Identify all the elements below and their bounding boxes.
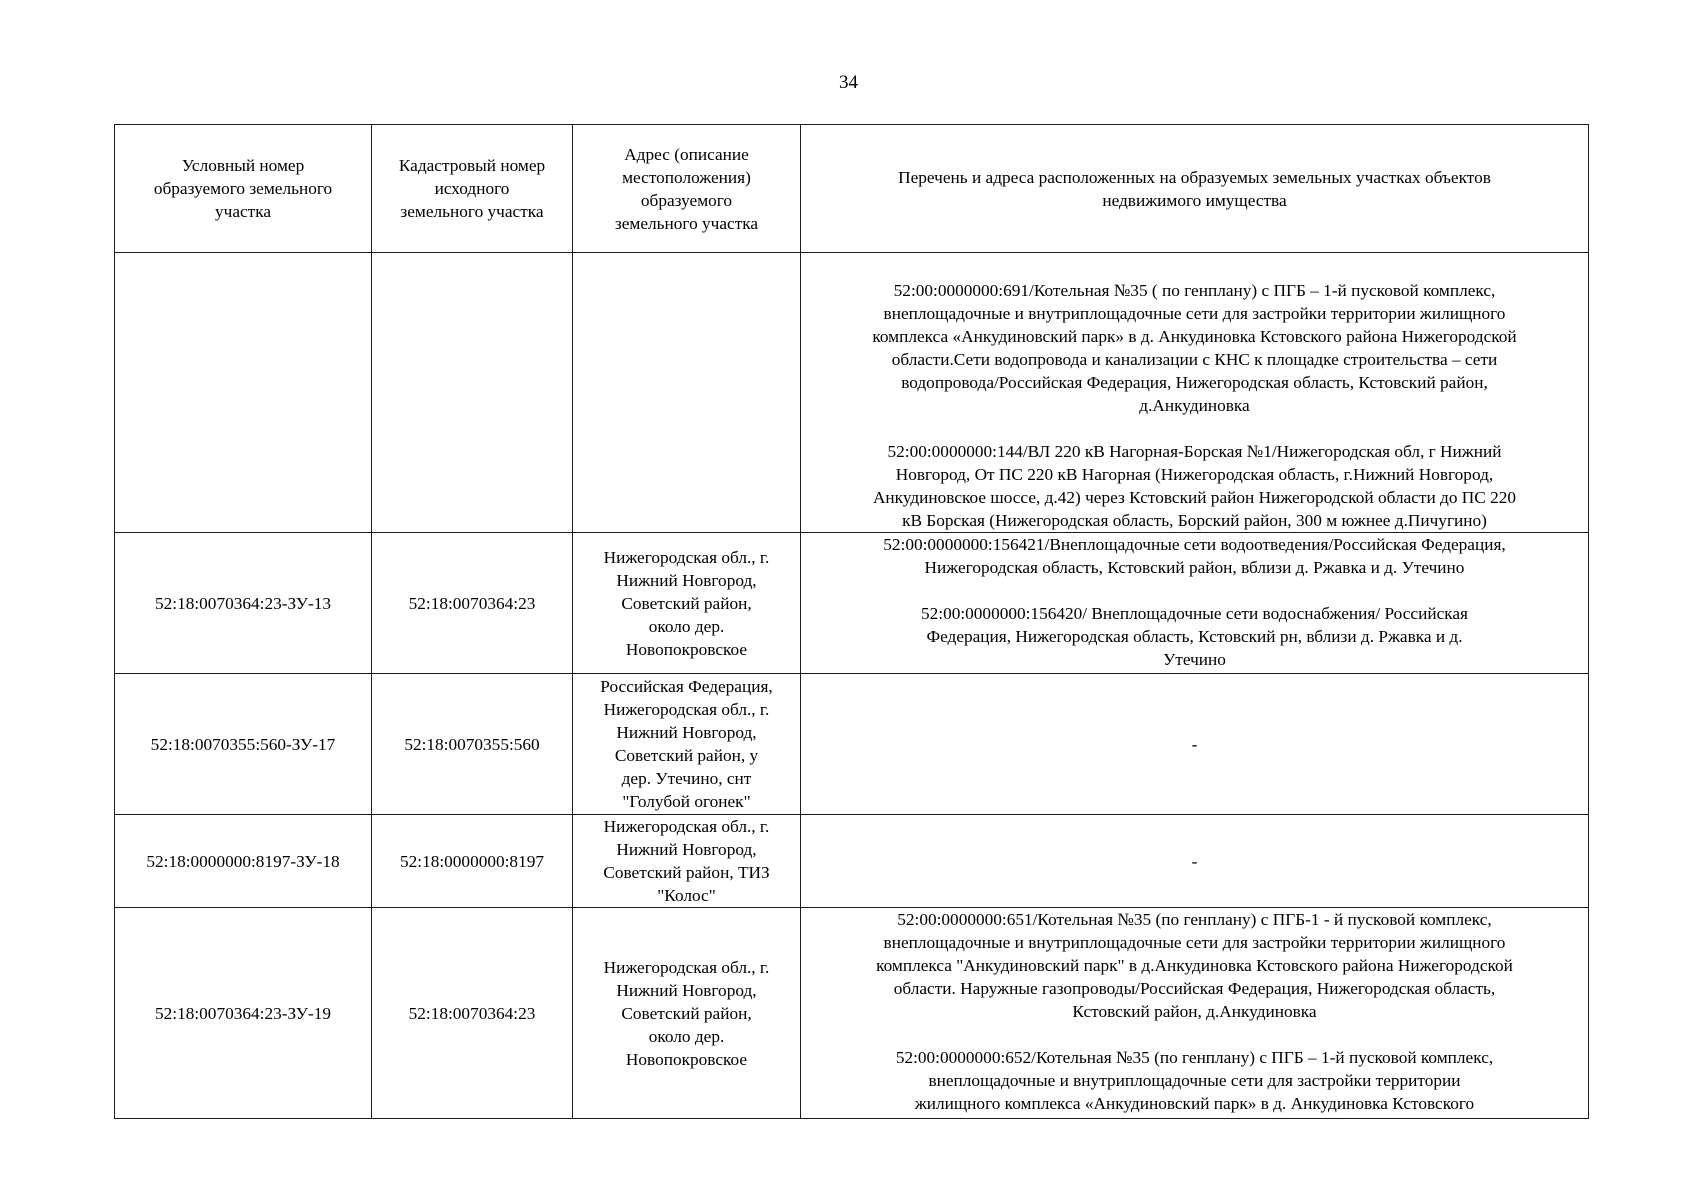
cadastral-number-cell: 52:18:0070364:23: [372, 533, 573, 674]
table-row: [115, 533, 1589, 674]
header-cadastral-number: Кадастровый номер исходного земельного участка: [372, 125, 573, 253]
land-plots-table: [114, 124, 1589, 1119]
object-entry: 52:00:0000000:691/Котельная №35 ( по генплану) с ПГБ – 1-й пусковой комплекс, внеплощадочные и внутриплощадочные сети для застройки территории жилищного комплекса «Анкудиновский парк» в д. Анкудиновка Кстовского района Нижегородской области.Сети водопровода и канализации с КНС к площадке строительства – сети водопровода/Российская Федерация, Нижегородская область, Кстовский район, д.Анкудиновка: [872, 281, 1517, 415]
address-cell: Нижегородская обл., г. Нижний Новгород, Советский район, около дер. Новопокровское: [573, 908, 801, 1119]
objects-cell: [801, 908, 1589, 1119]
address-cell: Российская Федерация, Нижегородская обл., г. Нижний Новгород, Советский район, у дер. Утечино, снт "Голубой огонек": [573, 674, 801, 815]
conditional-number-cell: 52:18:0070364:23-ЗУ-13: [115, 533, 372, 674]
table-header-row: [115, 125, 1589, 253]
conditional-number-cell: [115, 253, 372, 533]
objects-cell: -: [801, 815, 1589, 908]
cadastral-number-cell: [372, 253, 573, 533]
table-row: [115, 908, 1589, 1119]
object-entry: 52:00:0000000:156421/Внеплощадочные сети водоотведения/Российская Федерация, Нижегородская область, Кстовский район, вблизи д. Ржавка и д. Утечино: [883, 535, 1506, 577]
address-cell: [573, 253, 801, 533]
cadastral-number-cell: 52:18:0070364:23: [372, 908, 573, 1119]
cadastral-number-cell: 52:18:0000000:8197: [372, 815, 573, 908]
conditional-number-cell: 52:18:0070355:560-ЗУ-17: [115, 674, 372, 815]
table-row: [115, 674, 1589, 815]
objects-cell: [801, 253, 1589, 533]
conditional-number-cell: 52:18:0070364:23-ЗУ-19: [115, 908, 372, 1119]
objects-cell: [801, 533, 1589, 674]
header-address: Адрес (описание местоположения) образуемого земельного участка: [573, 125, 801, 253]
header-objects: Перечень и адреса расположенных на образуемых земельных участках объектов недвижимого имущества: [801, 125, 1589, 253]
object-entry: 52:00:0000000:156420/ Внеплощадочные сети водоснабжения/ Российская Федерация, Нижегородская область, Кстовский рн, вблизи д. Ржавка и д. Утечино: [920, 604, 1468, 669]
object-entry: 52:00:0000000:652/Котельная №35 (по генплану) с ПГБ – 1-й пусковой комплекс, внеплощадочные и внутриплощадочные сети для застройки территории жилищного комплекса «Анкудиновский парк» в д. Анкудиновка Кстовского: [895, 1048, 1494, 1113]
header-conditional-number: Условный номер образуемого земельного участка: [115, 125, 372, 253]
table-row: [115, 815, 1589, 908]
table-row: [115, 253, 1589, 533]
page-number: 34: [839, 72, 858, 93]
object-entry: 52:00:0000000:651/Котельная №35 (по генплану) с ПГБ-1 - й пусковой комплекс, внеплощадочные и внутриплощадочные сети для застройки территории жилищного комплекса "Анкудиновский парк" в д.Анкудиновка Кстовского района Нижегородской области. Наружные газопроводы/Российская Федерация, Нижегородская область, Кстовский район, д.Анкудиновка: [876, 910, 1513, 1021]
address-cell: Нижегородская обл., г. Нижний Новгород, Советский район, около дер. Новопокровское: [573, 533, 801, 674]
address-cell: Нижегородская обл., г. Нижний Новгород, Советский район, ТИЗ "Колос": [573, 815, 801, 908]
conditional-number-cell: 52:18:0000000:8197-ЗУ-18: [115, 815, 372, 908]
cadastral-number-cell: 52:18:0070355:560: [372, 674, 573, 815]
objects-cell: -: [801, 674, 1589, 815]
object-entry: 52:00:0000000:144/ВЛ 220 кВ Нагорная-Борская №1/Нижегородская обл, г Нижний Новгород, От ПС 220 кВ Нагорная (Нижегородская область, г.Нижний Новгород, Анкудиновское шоссе, д.42) через Кстовский район Нижегородской области до ПС 220 кВ Борская (Нижегородская область, Борский район, 300 м южнее д.Пичугино): [872, 442, 1517, 530]
